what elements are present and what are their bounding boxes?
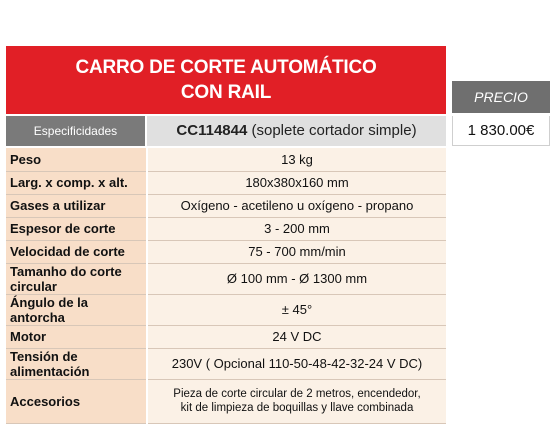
spec-row	[6, 194, 446, 217]
spec-label: Espesor de corte	[6, 217, 147, 240]
spec-row	[6, 148, 446, 171]
spec-row	[6, 325, 446, 348]
model-heading	[147, 116, 446, 146]
spec-row	[6, 240, 446, 263]
spec-value: 24 V DC	[147, 325, 446, 348]
spec-value-line: kit de limpieza de boquillas y llave combinada	[180, 402, 414, 414]
spec-value: 75 - 700 mm/min	[147, 240, 446, 263]
spec-value: ± 45°	[147, 294, 446, 325]
model-description: (soplete cortador simple)	[247, 122, 417, 139]
spec-label: Accesorios	[6, 379, 147, 423]
spec-row	[6, 171, 446, 194]
spec-value-line: Pieza de corte circular de 2 metros, encendedor,	[173, 388, 421, 400]
spec-value	[147, 379, 446, 423]
spec-header-row	[6, 116, 446, 146]
spec-column-label: Especificidades	[6, 116, 147, 146]
spec-value: Ø 100 mm - Ø 1300 mm	[147, 263, 446, 294]
spec-value: 180x380x160 mm	[147, 171, 446, 194]
spec-label: Motor	[6, 325, 147, 348]
spec-value: 13 kg	[147, 148, 446, 171]
spec-row	[6, 348, 446, 379]
spec-value: 3 - 200 mm	[147, 217, 446, 240]
spec-value: 230V ( Opcional 110-50-48-42-32-24 V DC)	[147, 348, 446, 379]
spec-row	[6, 217, 446, 240]
spec-row	[6, 379, 446, 423]
spec-label: Larg. x comp. x alt.	[6, 171, 147, 194]
spec-label: Tamanho do corte circular	[6, 263, 147, 294]
spec-row	[6, 263, 446, 294]
price-value: 1 830.00€	[452, 116, 550, 146]
spec-label: Gases a utilizar	[6, 194, 147, 217]
product-title-banner	[6, 46, 446, 114]
model-code: CC114844	[176, 122, 248, 139]
spec-label: Tensión de alimentación	[6, 348, 147, 379]
spec-row	[6, 294, 446, 325]
product-title-line2: CON RAIL	[180, 82, 272, 103]
spec-label: Velocidad de corte	[6, 240, 147, 263]
spec-label: Peso	[6, 148, 147, 171]
spec-table	[6, 148, 446, 424]
product-title-line1: CARRO DE CORTE AUTOMÁTICO	[75, 57, 377, 78]
spec-label: Ángulo de la antorcha	[6, 294, 147, 325]
spec-value: Oxígeno - acetileno u oxígeno - propano	[147, 194, 446, 217]
price-label: PRECIO	[452, 81, 550, 113]
